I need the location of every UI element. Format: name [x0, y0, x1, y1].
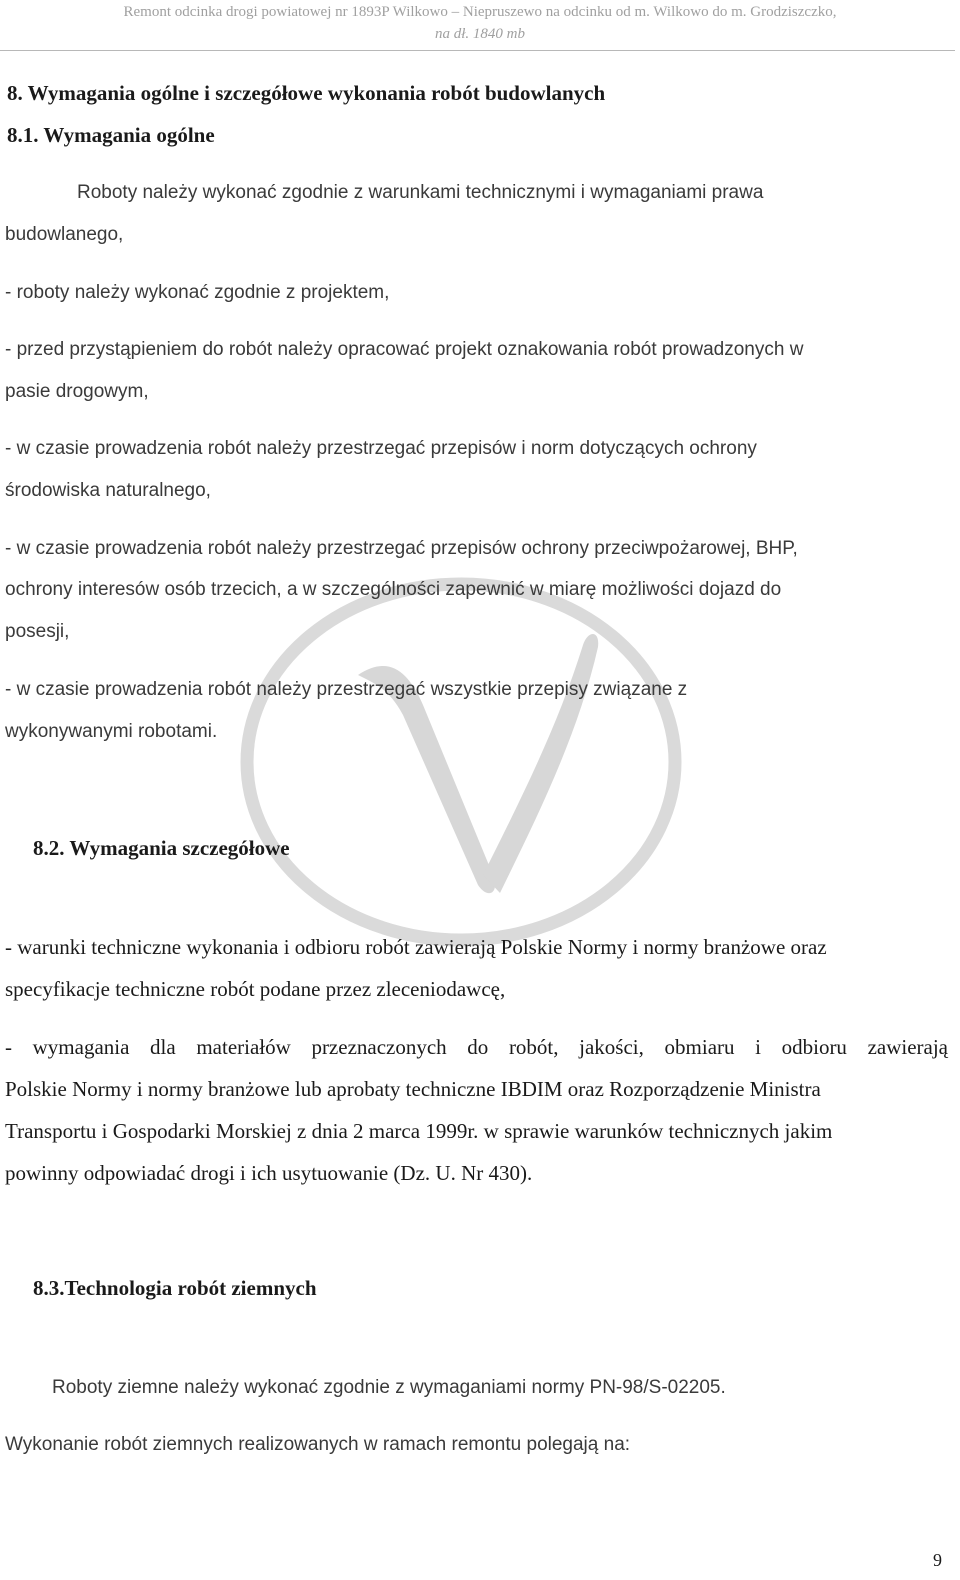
- section-8-heading: 8. Wymagania ogólne i szczegółowe wykonania robót budowlanych: [7, 81, 606, 105]
- list-item-continuation: powinny odpowiadać drogi i ich usytuowanie (Dz. U. Nr 430).: [5, 1161, 533, 1185]
- list-item-continuation: środowiska naturalnego,: [5, 480, 211, 501]
- list-item: - wymagania dla materiałów przeznaczonych do robót, jakości, obmiaru i odbioru zawierają: [5, 1035, 948, 1059]
- header-line-1: Remont odcinka drogi powiatowej nr 1893P Wilkowo – Niepruszewo na odcinku od m. Wilkowo do m. Grodziszczko,: [123, 4, 837, 20]
- paragraph-text: budowlanego,: [5, 224, 124, 245]
- list-item-continuation: ochrony interesów osób trzecich, a w szczególności zapewnić w miarę możliwości dojazd do: [5, 579, 782, 600]
- paragraph-text: Roboty należy wykonać zgodnie z warunkami technicznymi i wymaganiami prawa: [77, 182, 764, 203]
- header-rule: [0, 50, 955, 51]
- list-item-continuation: pasie drogowym,: [5, 381, 149, 402]
- list-item-continuation: Polskie Normy i normy branżowe lub aprobaty techniczne IBDIM oraz Rozporządzenie Ministra: [5, 1077, 821, 1101]
- list-item-continuation: wykonywanymi robotami.: [5, 721, 218, 742]
- list-item: - w czasie prowadzenia robót należy przestrzegać przepisów ochrony przeciwpożarowej, BHP,: [5, 538, 798, 559]
- watermark-v-logo-icon: [238, 575, 684, 950]
- list-item-continuation: posesji,: [5, 621, 70, 642]
- list-item: - w czasie prowadzenia robót należy przestrzegać przepisów i norm dotyczących ochrony: [5, 438, 757, 459]
- list-item: - w czasie prowadzenia robót należy przestrzegać wszystkie przepisy związane z: [5, 679, 688, 700]
- section-8-3-heading: 8.3.Technologia robót ziemnych: [33, 1276, 317, 1300]
- list-item: - warunki techniczne wykonania i odbioru robót zawierają Polskie Normy i normy branżowe oraz: [5, 935, 827, 959]
- list-item: - przed przystąpieniem do robót należy opracować projekt oznakowania robót prowadzonych w: [5, 339, 804, 360]
- paragraph-text: Wykonanie robót ziemnych realizowanych w ramach remontu polegają na:: [5, 1434, 631, 1455]
- section-8-2-heading: 8.2. Wymagania szczegółowe: [33, 836, 290, 860]
- list-item: - roboty należy wykonać zgodnie z projektem,: [5, 282, 390, 303]
- list-item-continuation: Transportu i Gospodarki Morskiej z dnia 2 marca 1999r. w sprawie warunków technicznych jakim: [5, 1119, 833, 1143]
- section-8-1-heading: 8.1. Wymagania ogólne: [7, 123, 215, 147]
- running-header: [0, 0, 960, 52]
- header-line-2: na dł. 1840 mb: [435, 26, 525, 42]
- paragraph-text: Roboty ziemne należy wykonać zgodnie z wymaganiami normy PN-98/S-02205.: [52, 1377, 726, 1398]
- page-number: 9: [933, 1550, 942, 1570]
- list-item-continuation: specyfikacje techniczne robót podane przez zleceniodawcę,: [5, 977, 506, 1001]
